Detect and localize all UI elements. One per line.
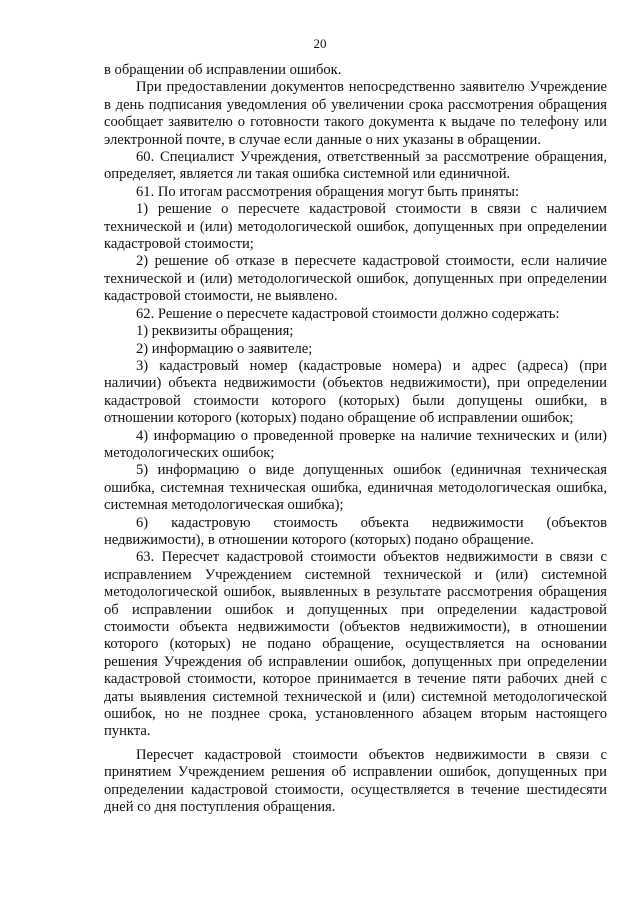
paragraph-62-item-3: 3) кадастровый номер (кадастровые номера) и адрес (адреса) (при наличии) объекта недвижимости (объектов недвижимости), при определении кадастровой стоимости которого (которых) были допущены ошибки, в отношении которого (которых) подано обращение об исправлении ошибок; (104, 357, 607, 427)
paragraph-62-item-4: 4) информацию о проведенной проверке на наличие технических и (или) методологических ошибок; (104, 427, 607, 461)
paragraph-63: 63. Пересчет кадастровой стоимости объектов недвижимости в связи с исправлением Учреждением системной технической и (или) системной методологической ошибок, выявленных в результате рассмотрения обращения об исправлении ошибок и допущенных при определении кадастровой стоимости объекта недвижимости (объектов недвижимости), в отношении которого (которых) не подано обращение, осуществляется на основании решения Учреждения об исправлении ошибок, допущенных при определении кадастровой стоимости, которое принимается в течение пяти рабочих дней с даты выявления системной технической и (или) системной методологической ошибок, но не позднее срока, установленного абзацем вторым настоящего пункта. (104, 549, 607, 740)
paragraph-63-recalculation: Пересчет кадастровой стоимости объектов недвижимости в связи с принятием Учреждением решения об исправлении ошибок, допущенных при определении кадастровой стоимости, осуществляется в течение шестидесяти дней со дня поступления обращения. (104, 746, 607, 816)
paragraph-62-item-2: 2) информацию о заявителе; (136, 340, 313, 357)
paragraph-62: 62. Решение о пересчете кадастровой стоимости должно содержать: (136, 305, 560, 322)
paragraph-60: 60. Специалист Учреждения, ответственный за рассмотрение обращения, определяет, является ли такая ошибка системной или единичной. (104, 149, 607, 183)
paragraph-61-item-2: 2) решение об отказе в пересчете кадастровой стоимости, если наличие технической и (или) методологической ошибок, допущенных при определении кадастровой стоимости, не выявлено. (104, 253, 607, 305)
paragraph-61: 61. По итогам рассмотрения обращения могут быть приняты: (136, 183, 520, 200)
paragraph-62-item-6: 6) кадастровую стоимость объекта недвижимости (объектов недвижимости), в отношении которого (которых) подано обращение. (104, 514, 607, 548)
paragraph-62-item-5: 5) информацию о виде допущенных ошибок (единичная техническая ошибка, системная техническая ошибка, единичная методологическая ошибка, системная методологическая ошибка); (104, 462, 607, 514)
page-number: 20 (313, 36, 327, 51)
paragraph-61-item-1: 1) решение о пересчете кадастровой стоимости в связи с наличием технической и (или) методологической ошибок, допущенных при определении кадастровой стоимости; (104, 201, 607, 253)
paragraph-continuation: в обращении об исправлении ошибок. (104, 62, 342, 78)
paragraph-document-delivery: При предоставлении документов непосредственно заявителю Учреждение в день подписания уведомления об увеличении срока рассмотрения обращения сообщает заявителю о готовности такого документа к выдаче по телефону или электронной почте, в случае если данные о них указаны в обращении. (104, 79, 607, 148)
paragraph-62-item-1: 1) реквизиты обращения; (136, 323, 294, 340)
document-body (104, 62, 607, 816)
